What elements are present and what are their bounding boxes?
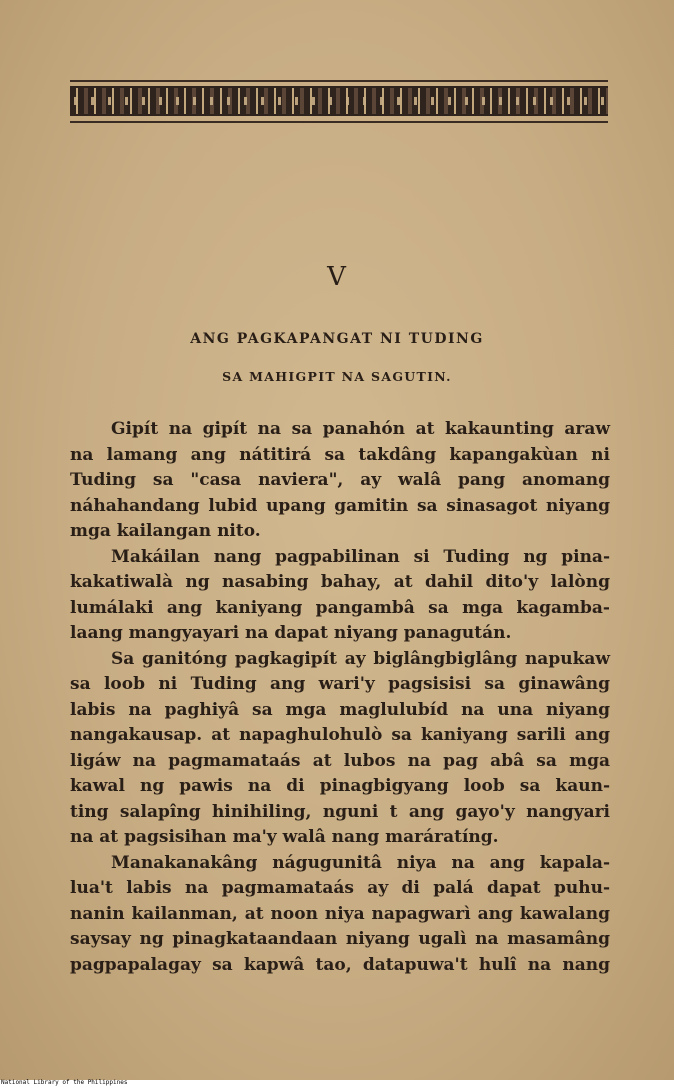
text-line: pagpapalagay sa kapwâ tao, datapuwa't hulî na nang: [70, 954, 610, 975]
text-line: nangakausap. at napaghulohulò sa kaniyang sarili ang: [70, 725, 610, 745]
text-line: lumálaki ang kaniyang pangambâ sa mga kagamba-: [70, 597, 610, 618]
text-line: sa loob ni Tuding ang wari'y pagsisisi sa ginawâng: [70, 674, 610, 694]
text-line: Tuding sa "casa naviera", ay walâ pang anomang: [70, 470, 610, 490]
text-line: nanin kailanman, at noon niya napagwarì ang kawalang: [70, 903, 610, 924]
chapter-title-line2: SA MAHIGPIT NA SAGUTIN.: [222, 369, 452, 384]
text-line: kakatiwalà ng nasabing bahay, at dahil dito'y lalòng: [70, 572, 610, 592]
text-line: mga kailangan nito.: [70, 521, 261, 541]
top-rule: [70, 80, 608, 82]
text-line: ting salapîng hinihiling, nguni t ang gayo'y nangyari: [70, 801, 610, 822]
footer-credit: National Library of the Philippines: [1, 1079, 128, 1086]
text-line: lua't labis na pagmamataás ay di palá dapat puhu-: [70, 878, 610, 898]
ornamental-border: [70, 86, 608, 116]
text-line: labis na paghiyâ sa mga maglulubíd na una niyang: [70, 699, 610, 720]
text-line: Manakanakâng nágugunitâ niya na ang kapala-: [111, 852, 610, 873]
body-text: [70, 417, 610, 978]
footer-bar: [0, 1080, 674, 1088]
text-line: na at pagsisihan ma'y walâ nang maráratíng.: [70, 827, 499, 847]
text-line: Gipít na gipít na sa panahón at kakaunting araw: [111, 419, 610, 439]
text-line: saysay ng pinagkataandaan niyang ugalì na masamâng: [70, 929, 610, 949]
text-line: laang mangyayari na dapat niyang panagután.: [70, 623, 512, 643]
text-line: ligáw na pagmamataás at lubos na pag abâ sa mga: [70, 750, 610, 771]
text-line: Sa ganitóng pagkagipít ay biglângbiglâng napukaw: [111, 648, 610, 669]
text-line: náhahandang lubid upang gamitin sa sinasagot niyang: [70, 495, 610, 516]
text-line: Makáilan nang pagpabilinan si Tuding ng pina-: [111, 546, 610, 567]
text-line: na lamang ang nátitirá sa takdâng kapangakùan ni: [70, 444, 610, 465]
chapter-number: V: [327, 262, 347, 292]
bottom-rule: [70, 121, 608, 123]
text-line: kawal ng pawis na di pinagbigyang loob sa kaun-: [70, 776, 610, 796]
chapter-title-line1: ANG PAGKAPANGAT NI TUDING: [190, 331, 484, 347]
